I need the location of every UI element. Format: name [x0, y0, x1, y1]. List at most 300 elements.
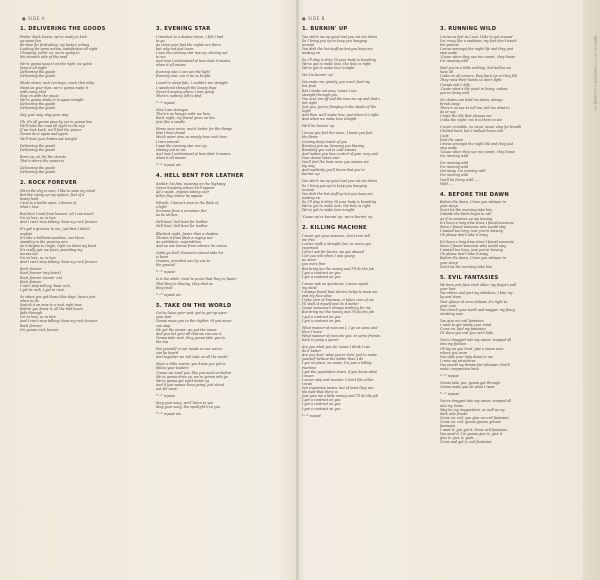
lyric-line: do or say [440, 110, 456, 115]
lyric-line: Gonna take rock, they gonna take you to [156, 335, 225, 340]
lyric-line: Your desire takes over [302, 155, 340, 160]
lyric-line: Feelin' Rock lovers, we're ready to kick [20, 34, 87, 39]
lyric-line: But I make out easy 'cause I see [302, 88, 357, 93]
lyric-line: You pound my brains but whimper, that'll [440, 362, 510, 367]
lyric-line: Hell bent, hell bent for leather [156, 220, 208, 225]
lyric-line: An exhibition, superstition [156, 239, 201, 244]
lyric-line: I saw the evening star rise up, [156, 143, 208, 148]
lyric-line: I move amongst the night life and they just [440, 46, 514, 51]
lyric-line: I waited too long, now you're leaving [440, 248, 503, 253]
lyric-line: you were free [302, 262, 326, 267]
lyric-line: the ground [440, 42, 459, 47]
lyric-line: nerves too [20, 252, 38, 257]
lyric-line: What manner of man am I, I go on some and [302, 325, 378, 330]
lyric-line: to go [156, 38, 165, 43]
lyric-line: Rock forever [20, 323, 42, 328]
lyric-line: As close your fast the nights are there [156, 42, 221, 47]
song-title: 2. ROCK FOREVER [20, 180, 77, 187]
lyric-line: standing in the pouring rain [20, 239, 68, 244]
lyric-line: Evening star, I can see the light [156, 70, 210, 75]
lyric-line: I take the night 'cos it is there to see [440, 118, 503, 123]
column-2 [156, 26, 284, 422]
lyric-line: waiting on [302, 195, 320, 200]
lyric-line: Shake down, rock ten boys, crack that whip [20, 81, 95, 86]
song-title: 3. EVENING STAR [156, 26, 211, 32]
song-block [440, 275, 568, 445]
lyric-line: Since I found someone who would stay [440, 224, 506, 229]
lyric-line: Get away, I'm running wild [440, 169, 486, 174]
lyric-line: We've got to make love tonight [302, 208, 355, 213]
lyric-line: your core [440, 303, 457, 308]
lyric-line: And I can't stop talking 'bout my rock forever [20, 319, 98, 324]
lyric-line: Burn up, oh, hit the streets [20, 154, 66, 159]
lyric-line: I waited too long, now you're leaving [440, 228, 503, 233]
lyric-line: Oh please don't take it away [440, 232, 489, 237]
lyric-line: There's no use to tell me, tell me what to [440, 106, 510, 110]
lyric-line: So when you get those blue days, here's just [20, 294, 96, 299]
lyric-line: Said you're a little nothing, but bullies we [440, 66, 512, 71]
lyric-line: when to do [20, 298, 39, 303]
lyric-line: You stitch me up good and you cut me down [302, 179, 377, 184]
lyric-line: Delivering the goods [20, 147, 56, 152]
lyric-line: I'm gonna rock forever [20, 327, 59, 332]
lyric-line: Delivering the goods [20, 143, 56, 148]
lyric-line: Rock forever [20, 279, 42, 284]
lyric-line: *---* repeat etc. [156, 292, 183, 297]
lyric-line: And I can't stop talking 'bout my rock forever [20, 220, 98, 225]
lyric-line: explain [20, 231, 33, 236]
lyric-line: We're gonna drive ya, we're gonna ride ya [156, 374, 228, 379]
lyric-line: your hair [440, 287, 456, 292]
lyric-line: I want it, you got it, those evil fantasies [440, 428, 508, 433]
lyric-line: You shiver and part my whiskers, I bite my [440, 291, 513, 296]
lyric-line: Delivering the goods [20, 70, 56, 75]
lyric-line: I'm running wild [440, 59, 469, 64]
lyric-line: Gonna move you to the rhythm 'til you never [156, 319, 232, 324]
lyric-line: up some fun [20, 38, 41, 43]
lyric-line: I'm running wild [440, 154, 469, 159]
lyric-line: We'll beat your brains out tonight [20, 136, 78, 141]
lyric-line: I never walk a straight line, so never get [302, 241, 371, 246]
lyric-line: with every shot [20, 89, 47, 94]
lyric-line: It's been a long time since I found someone [440, 240, 514, 245]
lyric-line: Gotta go Hell, Heaven's cannot take his [156, 250, 224, 255]
lyric-line: I laugh and I defy [440, 82, 470, 87]
lyric-line: I got a contract on you [302, 270, 341, 275]
lyric-line: follow your leaders [156, 366, 189, 371]
lyric-line: I got a contract on you [302, 398, 341, 403]
lyric-line: So I'll play it dirty 'til your body is breaking [302, 57, 376, 62]
lyric-line: Just you, you're flunging in the shade of the [302, 104, 377, 109]
lyric-line: I never crumble, no more, never stop for breath [440, 125, 522, 130]
lyric-line: And now I understand at last what it means, [156, 59, 232, 64]
lyric-line: Screams from a screamer fire [156, 209, 207, 214]
lyric-line: Delivering the goods [20, 170, 56, 175]
lyric-line: We'll take the road all night to the top [20, 124, 85, 129]
lyric-line: I'm in love, so in love [20, 216, 56, 221]
lyric-line: I wandered through the lonely days [156, 85, 217, 90]
lyric-line: You'll be living wild...... [440, 177, 480, 182]
lyric-line: I got a contract on you [302, 314, 341, 319]
lyric-line: I take care of business, it takes care of me [302, 298, 374, 303]
lyric-line: lip and stare [440, 295, 462, 300]
lyric-line: Gonna make you do what I want [440, 385, 495, 390]
lyric-line: Is it the while, tried to prove that they're faster [156, 277, 237, 282]
lyric-line: 'Cause we need you, like you need us before [156, 370, 232, 375]
lyric-line: You give me evil fantasies [440, 318, 484, 323]
column-4 [440, 26, 568, 450]
lyric-line: As if to summon up my leaving [440, 216, 493, 221]
lyric-line: Now I am stronger [156, 107, 189, 112]
lyric-line: I taste the life that pleases me [440, 114, 492, 119]
lyric-line: So I'll play it dirty 'til your body is breaking [302, 199, 376, 204]
lyric-line: And I can't stop talking 'bout my rock forever [20, 260, 98, 265]
side-a-label: ● SIDE A [22, 16, 45, 21]
lyric-line: back to jump a queen [302, 338, 339, 342]
lyric-line: around [302, 187, 315, 192]
lyric-line: I'm in love, so in love [20, 315, 56, 320]
lyric-line: Come on, evil, you give me evil fantasies [440, 415, 509, 420]
lyric-line: my mind [302, 285, 317, 290]
lyric-line: surprised [302, 246, 319, 251]
lyric-line: your sleep [440, 204, 458, 209]
lyric-line: my way [302, 164, 315, 169]
lyric-line: You make me greedy, you won't feed my [302, 80, 370, 85]
lyric-line: out for more [156, 386, 178, 391]
lyric-line: Are you what you do 'cause I think I can [302, 345, 371, 350]
lyric-line: Cause someone's always working for me [302, 306, 371, 311]
lyric-line: hot food [302, 84, 316, 89]
lyric-line: as he strikes [156, 213, 178, 218]
lyric-line: There's nothing left to find [156, 93, 202, 98]
lyric-line: May be my imagination, as well as my [440, 407, 505, 412]
lyric-line: Just give me a little money and I'll do the job [302, 394, 378, 399]
lyric-line: It's been a long time since I found someone [440, 220, 514, 225]
lyric-line: As it begins to tingle, right on down my back [20, 243, 97, 248]
lyric-line: is been [156, 255, 169, 260]
lyric-line: You stitch me up good and you cut me down [302, 34, 377, 39]
lyric-line: I'm running wild [440, 165, 469, 170]
lyric-line: then I leave [302, 329, 322, 334]
lyric-line: You'll feel the heat near, you wonna are [302, 160, 370, 165]
lyric-line: We got the power, we got the music [156, 327, 217, 332]
lyric-line: Never knowing where he'll appear [156, 185, 215, 190]
lyric-line: Blackest night, faster than a shadow [156, 231, 219, 236]
lyric-line: Wheels, I haven't seen in the flash of [156, 201, 219, 205]
lyric-line: And if you wanna keep going, just shout [156, 382, 225, 387]
lyric-line: Yes I'm burnin' up [302, 73, 333, 78]
lyric-line: I aim to a bottle open, I dream of [20, 201, 77, 205]
lyric-line: I got a contract on you [302, 318, 341, 323]
lyric-line: If we look back, we'll feel the power [20, 128, 82, 133]
song-title: 2. KILLING MACHINE [302, 225, 367, 232]
lyric-line: And now I understand at last what it means, [156, 151, 232, 156]
lyric-line: *---* repeat [156, 270, 175, 275]
lyric-line: There's no hunger with me here [156, 112, 211, 116]
lyric-line: You dish the hot stuff up but you keep me [302, 46, 373, 51]
lyric-line: I never got your answers, don't ever tell [302, 233, 371, 238]
lyric-line: step aside [440, 145, 458, 150]
lyric-line: Looking for some action, satisfaction all right [20, 46, 98, 51]
lyric-line: They raise their hands so don't fight [440, 78, 502, 83]
lyric-line: the best that there is [302, 390, 338, 395]
lyric-line: And together we will take on all the world [156, 355, 228, 360]
lyric-line: straight through you [302, 92, 338, 97]
lyric-line: I saw the evening star rise up, shining out [156, 50, 228, 55]
lyric-line: the seventh side of the road [20, 54, 68, 59]
lyric-line: Delivering the goods [20, 101, 56, 106]
japanese-edge-strip [583, 0, 600, 580]
lyric-line: and my face alive [302, 294, 332, 299]
lyric-line: *---* repeat [440, 392, 459, 397]
lyric-line: I'm crazy like a madman, my feet don't touch [440, 38, 517, 43]
lyric-line: strutting roar [440, 311, 464, 316]
lyric-line: Coming deep inside of you [302, 139, 348, 144]
lyric-line: When the day is over, I like to ease my mind [20, 188, 95, 193]
lyric-line: I don't ask for favors, we got abused [302, 250, 364, 255]
lyric-line: your feet [156, 315, 172, 320]
center-fold [296, 0, 299, 580]
lyric-line: We're gonna keep it on the right, we gotta [20, 62, 92, 67]
lyric-line: Seekin' his fate, weaving on the highway [156, 181, 226, 186]
lyric-line: I can't stop talking 'bout rock, [20, 283, 72, 288]
lyric-line: can be heard [156, 351, 179, 356]
lyric-line: break away [440, 101, 460, 106]
lyric-line: night [302, 109, 311, 113]
lyric-line: dark side freaks [440, 411, 468, 416]
lyric-line: I never ask no questions, I never speak [302, 281, 369, 286]
lyric-line: And when we make love tonight [302, 117, 357, 122]
lyric-line: where you were [440, 350, 468, 355]
lyric-line: I never stop and wonder, I don't like other [302, 377, 374, 382]
lyric-line: Oh lay on you tired, just a vision over [440, 346, 504, 351]
lyric-line: You're dragged into my vision, trapped all [440, 338, 512, 343]
lyric-line: Evening star, can it be so bright [156, 74, 211, 79]
lyric-line: And makes you lose control of your very soul [302, 151, 379, 156]
lyric-line: they tried [156, 285, 173, 290]
lyric-line: Hey you! way, stay your way [20, 113, 69, 118]
lyric-line: not right [302, 100, 317, 105]
song-block [20, 26, 148, 174]
lyric-line: *---* repeat [156, 393, 175, 398]
lyric-line: *---* repeat etc. [156, 163, 183, 168]
lyric-line: I'll stalk it myself and do it better [302, 302, 359, 307]
lyric-line: I take on all comers, they back up or they fall [440, 74, 518, 79]
lyric-line: I mean [302, 373, 314, 378]
lyric-line: Are you doin' what you're doin' just to make [302, 353, 377, 358]
song-title: 4. BEFORE THE DAWN [440, 191, 509, 198]
lyric-line: Wild...... [440, 181, 455, 186]
lyric-line: Oh, it's all gonna pass by, we're gonna live [20, 120, 93, 125]
lyric-line: I raise my structures [440, 358, 476, 363]
lyric-line: what I love [20, 205, 39, 210]
lyric-line: Home once more, much better for the things [156, 127, 232, 132]
lyric-line: 'Cause when they see me comin', they know [440, 149, 515, 154]
lyric-line: crews [302, 381, 313, 386]
song-block [156, 173, 284, 297]
lyric-line: Hand on your hips, we're gonna make it [20, 85, 88, 90]
lyric-line: fantasies [440, 424, 456, 428]
lyric-line: But then I said from heaven, oh I can touch [20, 212, 94, 217]
lyric-line: You need it, I'm gonna give it, give it [440, 432, 503, 437]
lyric-line: I always found that silence helps to keep me [302, 289, 378, 294]
lyric-line: shining out to me [156, 147, 186, 152]
edge-text: 電気のようなロック音楽の詩は人々の心を揺らす [593, 36, 597, 111]
lyric-line: Each night, my friend gives no lies [156, 116, 215, 121]
song-block [156, 26, 284, 167]
lyric-line: And you bet your all that we can use it [156, 331, 222, 336]
lyric-line: Rock forever (my heart) [20, 271, 61, 276]
song-title: 5. EVIL FANTASIES [440, 274, 499, 281]
lyric-line: I get the population down, if you know what [302, 369, 377, 374]
lyric-line: 'Cause we're burnin' up, we're burnin' up [302, 215, 373, 220]
lyric-line: the ground [156, 263, 175, 268]
lyric-line: Charging, rollin' on, we're going to [20, 50, 80, 55]
lyric-line: I know you feel the same, I know you feel [302, 131, 373, 136]
lyric-line: Got to leave your seat, got to get up upon [156, 311, 227, 316]
lyric-line: We've got to make love tonight [302, 66, 355, 71]
lyric-line: So I bring you up to keep you hanging [302, 38, 367, 43]
lyric-line: the top [156, 339, 169, 344]
lyric-line: yourself believe the better than I do [302, 357, 364, 362]
lyric-line: I traveled to a distant shore, I felt I had [156, 34, 224, 39]
lyric-line: It's really got me fever, pounding my [20, 247, 83, 252]
lyric-line: Before the dawn, I hear you whisper in [440, 200, 507, 205]
lyric-line: Oh please don't take it away [440, 252, 489, 257]
lyric-line: Never knowing where I was going [156, 89, 215, 94]
lyric-line: you're living wild [440, 90, 470, 95]
lyric-line: into my fashion [440, 342, 467, 347]
lyric-line: *---* repeat [440, 374, 459, 379]
lyric-line: Gonna take you, gonna get through [440, 381, 501, 386]
lyric-line: Come on, find my fantasies [440, 327, 486, 332]
lyric-line: What manner of man are you, to serve friends [302, 333, 381, 338]
lyric-line: lend the open [440, 137, 464, 142]
lyric-line: Gonna do it again and again [20, 132, 68, 137]
lyric-line: when it all means [156, 155, 186, 160]
side-b-label: ● SIDE B [302, 16, 325, 21]
lyric-line: a light [156, 205, 167, 210]
lyric-line: Put yourself in our hands so our voices [156, 347, 223, 352]
lyric-line: *---* repeat [302, 413, 321, 418]
song-title: 4. HELL BENT FOR LEATHER [156, 173, 244, 180]
lyric-line: 'Cause when they see me comin', they know [440, 54, 515, 59]
lyric-line: But like swing up my system, feel of a [20, 192, 85, 197]
lyric-line: 'Cause what's the point in living, unless [440, 86, 508, 91]
song-title: 3. RUNNING WILD [440, 26, 497, 32]
song-block [440, 26, 568, 186]
column-3 [302, 26, 430, 424]
lyric-line: Outside the birds begin to call [440, 212, 492, 217]
lyric-line: into my home [440, 403, 464, 408]
song-block [302, 225, 430, 417]
lyric-line: me free [302, 237, 316, 242]
lyric-line: I move amongst the night life and they just [440, 141, 514, 146]
lyric-line: that I have found [156, 131, 186, 136]
lyric-line: I'll show you evil you can't hide [440, 331, 494, 336]
lyric-line: You clench your teeth and snigger, my fancy [440, 307, 516, 312]
lyric-line: Sing your song, the spotlight's on you [156, 405, 221, 410]
lyric-line: Since I found someone who would stay [440, 244, 506, 249]
lyric-line: Just like a candle [156, 120, 186, 125]
song-title: 1. BURNIN' UP [302, 26, 348, 32]
lyric-line: fade through [20, 311, 42, 316]
column-1 [20, 26, 148, 338]
lyric-line: I used to sleep fate, I couldn't see straight [156, 81, 228, 86]
lyric-line: Hell bent, hell bent for leather [156, 224, 208, 229]
lyric-line: the flame [302, 135, 318, 140]
lyric-line: Before you know it, all the bad hours [20, 307, 83, 312]
lyric-line: We'll be burnin' up [302, 124, 334, 129]
lyric-line: No chains can hold me down, always [440, 97, 503, 102]
lyric-line: I'm running wild [440, 161, 469, 166]
lyric-line: Come and get it, evil fantasies [440, 440, 492, 445]
lyric-line: It's got a groovin' to me, just that I didn't [20, 227, 90, 232]
lyric-line: That they're blazing, they died as [156, 281, 213, 286]
lyric-line: *---* repeat [156, 100, 175, 105]
lyric-line: I let you win when I was young [302, 254, 355, 259]
lyric-line: Breaking you out in cold sweats [302, 147, 357, 152]
lyric-line: Don't let the morning take him [440, 264, 493, 269]
lyric-line: give it, give it, yeah..... [440, 436, 479, 441]
lyric-line: You dish the hot stuff up but you keep me [302, 191, 373, 196]
song-block [440, 192, 568, 269]
song-title: 1. DELIVERING THE GOODS [20, 26, 106, 32]
lyric-line: keep it all night [20, 66, 47, 71]
lyric-line: We're gonna get right inside ya [156, 378, 210, 383]
lyric-line: Throws it from flash a raging sun [156, 235, 213, 240]
lyric-line: You're dragged into my vision, trapped all [440, 399, 512, 404]
lyric-line: as never [302, 258, 317, 263]
song-block [302, 26, 430, 219]
song-block [156, 303, 284, 417]
lyric-line: Delivering the goods [20, 106, 56, 110]
lyric-line: All a weak, engines taking over [156, 189, 210, 194]
lyric-line: We've got to make love, the time is right [302, 203, 371, 208]
lyric-line: And then we'll make love, just when it's right [302, 113, 379, 118]
lyric-line: I just [440, 133, 449, 138]
lyric-line: We're gonna shake it in again tonight [20, 97, 84, 102]
lyric-line: I'm running wild [440, 173, 469, 178]
lyric-line: heavy hold [20, 196, 39, 201]
lyric-line: Sing your song, we'll listen to you [156, 401, 214, 406]
lyric-line: I turn around [156, 139, 179, 144]
lyric-line: burnin' up [302, 172, 320, 177]
lyric-line: And suddenly you'll know that you're [302, 168, 365, 173]
lyric-line: Delivering the goods [20, 74, 56, 79]
lyric-line: I move as fast as I can, I like to get around [440, 34, 513, 39]
lyric-line: but why not just leave [156, 46, 194, 51]
lyric-line: Don't let the morning take him [440, 208, 493, 213]
lyric-line: I got a contract on you [302, 406, 341, 411]
lyric-line: Rock forever [20, 267, 42, 272]
lyric-line: have all [440, 70, 454, 75]
lyric-line: to me [156, 54, 166, 59]
lyric-line: You slide your lady down to me [440, 354, 493, 359]
lyric-line: your sleep [440, 260, 458, 265]
lyric-line: Before the dawn, I hear you whisper in [440, 256, 507, 261]
lyric-line: waiting on [302, 50, 320, 55]
lyric-line: You seel 'em off and the tear me up and that's [302, 96, 380, 101]
lyric-line: can stop [156, 323, 171, 328]
lyric-line: I got no place, no name, I'm just a killing [302, 361, 372, 366]
lyric-line: do it better [302, 349, 322, 354]
lyric-line: around [302, 42, 315, 47]
song-title: 5. TAKE ON THE WORLD [156, 302, 232, 309]
lyric-line: Come on, evil, gonna gimme gimme [440, 419, 501, 424]
lyric-line: Delivering the goods [20, 166, 56, 171]
lyric-line: I got a contract on you [302, 274, 341, 279]
